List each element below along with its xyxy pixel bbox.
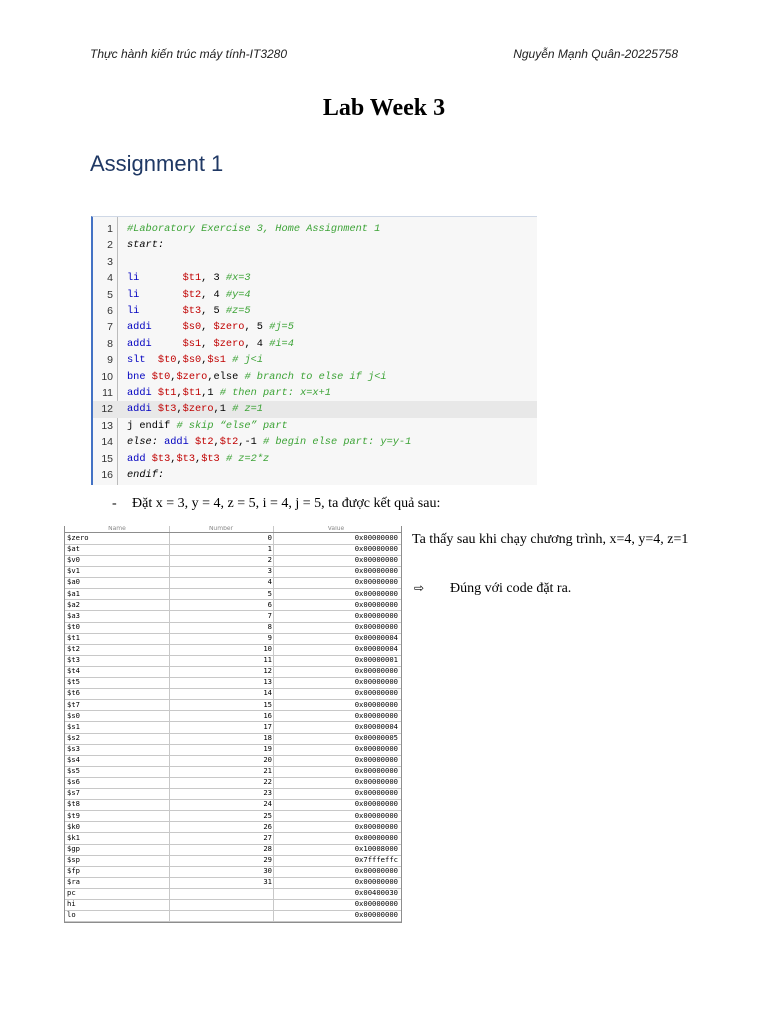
register-number: 14 — [169, 688, 274, 699]
code-token: li — [127, 272, 140, 285]
register-value: 0x00000000 — [273, 566, 400, 577]
code-text — [127, 369, 387, 385]
code-token: $t0 — [157, 354, 177, 367]
register-name: $t2 — [67, 644, 80, 653]
table-row — [65, 577, 401, 589]
register-number: 2 — [169, 555, 274, 566]
code-token: $s1 — [182, 337, 202, 350]
register-number: 29 — [169, 855, 274, 866]
code-token: start: — [127, 239, 165, 252]
register-table — [64, 526, 402, 923]
table-row — [65, 622, 401, 634]
table-row — [65, 566, 401, 578]
header-right: Nguyễn Mạnh Quân-20225758 — [513, 47, 678, 61]
code-token: ,1 — [213, 403, 233, 416]
code-token: # z=1 — [232, 403, 263, 416]
register-number: 17 — [169, 722, 274, 733]
register-name: $s1 — [67, 721, 80, 731]
line-number: 2 — [107, 239, 113, 252]
register-table-header — [65, 526, 401, 533]
code-line — [93, 303, 537, 319]
register-name: $a1 — [67, 588, 80, 598]
register-name: $t3 — [67, 655, 80, 665]
register-name: $s5 — [67, 766, 80, 776]
register-name: $v0 — [67, 555, 80, 565]
code-line — [93, 237, 537, 253]
register-name: $t8 — [67, 799, 80, 809]
code-token: #z=5 — [225, 305, 251, 317]
code-token: , — [176, 354, 183, 367]
column-header: Number — [169, 526, 274, 532]
code-token — [139, 289, 182, 301]
register-number: 31 — [169, 877, 274, 888]
code-token: ,-1 — [238, 436, 263, 449]
register-number: 5 — [169, 589, 274, 600]
code-token: #Laboratory Exercise 3, Home Assignment 1 — [127, 223, 381, 235]
register-value: 0x00000000 — [273, 666, 400, 677]
register-name: $a3 — [67, 610, 80, 620]
code-text — [127, 401, 263, 417]
register-value: 0x00000004 — [273, 644, 400, 655]
code-token: # then part: x=x+1 — [219, 387, 331, 399]
register-number: 27 — [169, 833, 274, 844]
code-token: #j=5 — [269, 321, 294, 334]
code-token: , — [201, 337, 214, 350]
table-row — [65, 633, 401, 645]
register-value: 0x00000005 — [273, 733, 400, 744]
register-value: 0x00000000 — [273, 700, 400, 711]
code-token: $zero — [213, 321, 245, 334]
section-heading: Assignment 1 — [90, 151, 224, 176]
table-row — [65, 666, 401, 678]
register-name: $s3 — [67, 743, 80, 753]
code-text — [127, 319, 294, 335]
line-number: 9 — [107, 354, 113, 367]
code-token: endif — [133, 419, 177, 432]
register-name: lo — [67, 910, 76, 920]
code-line — [93, 385, 537, 401]
register-value: 0x00000000 — [273, 711, 400, 722]
table-row — [65, 755, 401, 767]
register-value: 0x00000000 — [273, 589, 400, 600]
code-line — [93, 254, 537, 270]
register-number: 10 — [169, 644, 274, 655]
table-row — [65, 644, 401, 656]
register-name: $fp — [67, 866, 80, 875]
table-row — [65, 799, 401, 811]
register-name: $t6 — [67, 688, 80, 698]
code-text — [127, 237, 164, 253]
register-name: $s2 — [67, 732, 80, 742]
right-arrow-icon: ⇨ — [414, 581, 425, 595]
table-row — [65, 766, 401, 778]
code-token: endif: — [127, 469, 165, 481]
code-token: # skip “else” part — [176, 419, 288, 432]
code-text — [127, 270, 251, 286]
register-name: $s0 — [67, 710, 80, 720]
code-line — [93, 319, 537, 335]
register-value: 0x00000000 — [273, 866, 400, 877]
code-token — [139, 305, 182, 317]
register-number: 24 — [169, 799, 274, 810]
code-token: $t2 — [219, 436, 239, 449]
line-number: 1 — [107, 223, 113, 235]
code-token: addi — [127, 337, 152, 350]
code-text — [127, 434, 411, 450]
register-value: 0x00000000 — [273, 600, 400, 611]
register-name: $t9 — [67, 810, 80, 820]
code-token: $zero — [182, 403, 214, 416]
table-row — [65, 899, 401, 911]
register-value: 0x00000004 — [273, 633, 400, 644]
register-value: 0x00000000 — [273, 899, 400, 910]
code-token: #y=4 — [225, 288, 251, 301]
code-token: ,1 — [201, 387, 220, 399]
register-number: 1 — [169, 544, 274, 555]
bullet-dash: - — [112, 496, 117, 511]
register-value: 0x00000000 — [273, 677, 400, 688]
header-left: Thực hành kiến trúc máy tính-IT3280 — [90, 47, 288, 61]
code-line — [93, 369, 537, 385]
table-row — [65, 855, 401, 867]
register-value: 0x00000000 — [273, 788, 400, 799]
register-number: 15 — [169, 700, 274, 711]
register-value: 0x00000000 — [273, 822, 400, 833]
code-token: addi — [127, 387, 152, 399]
code-token: $t3 — [201, 452, 220, 465]
code-line — [93, 270, 537, 286]
register-name: $t4 — [67, 666, 80, 676]
table-row — [65, 722, 401, 734]
register-name: $ra — [67, 877, 80, 887]
register-value: 0x00000000 — [273, 766, 400, 777]
code-token: , 4 — [244, 337, 270, 350]
register-name: pc — [67, 888, 76, 898]
line-number: 8 — [107, 337, 113, 350]
line-number: 5 — [107, 288, 113, 301]
register-number: 26 — [169, 822, 274, 833]
register-number: 6 — [169, 600, 274, 611]
code-token: $t3 — [151, 452, 171, 465]
table-row — [65, 777, 401, 789]
code-token: j — [127, 419, 134, 432]
code-text — [127, 336, 294, 352]
code-token: , — [213, 436, 220, 449]
register-value: 0x00000000 — [273, 611, 400, 622]
code-token: li — [127, 288, 140, 301]
line-number: 6 — [107, 305, 113, 317]
line-number: 13 — [101, 419, 113, 432]
code-text — [127, 303, 251, 319]
code-token — [152, 338, 183, 350]
conclusion-line — [414, 581, 571, 597]
register-name: $zero — [67, 533, 89, 542]
table-row — [65, 788, 401, 800]
code-token: #i=4 — [269, 337, 294, 350]
code-token — [146, 354, 158, 366]
register-number: 23 — [169, 788, 274, 799]
register-value: 0x00000000 — [273, 811, 400, 822]
register-number: 28 — [169, 844, 274, 855]
code-token: , 3 — [201, 272, 226, 285]
code-token: slt — [127, 354, 146, 367]
table-row — [65, 711, 401, 723]
code-token: , — [170, 452, 177, 465]
register-name: $t7 — [67, 699, 80, 709]
code-token: addi — [164, 436, 189, 449]
table-row — [65, 844, 401, 856]
line-number: 12 — [101, 403, 113, 416]
register-value: 0x00000000 — [273, 799, 400, 810]
table-row — [65, 589, 401, 601]
code-token: $s0 — [182, 354, 202, 367]
register-value: 0x00000000 — [273, 777, 400, 788]
table-row — [65, 888, 401, 900]
table-row — [65, 611, 401, 623]
table-row — [65, 822, 401, 834]
register-number: 3 — [169, 566, 274, 577]
code-line — [93, 467, 537, 483]
register-value: 0x00000000 — [273, 877, 400, 888]
code-line — [93, 336, 537, 352]
code-line — [93, 418, 537, 434]
register-value: 0x00000000 — [273, 833, 400, 844]
code-text — [127, 352, 263, 368]
register-number: 11 — [169, 655, 274, 666]
register-value: 0x00000000 — [273, 755, 400, 766]
register-name: $k1 — [67, 832, 80, 842]
table-row — [65, 733, 401, 745]
code-line — [93, 451, 537, 467]
code-token: else: — [127, 436, 165, 449]
code-token: ,else — [207, 370, 245, 383]
register-name: hi — [67, 899, 76, 909]
line-number: 11 — [102, 387, 113, 399]
register-number: 21 — [169, 766, 274, 777]
code-token — [152, 321, 183, 333]
register-value: 0x00000004 — [273, 722, 400, 733]
code-token: add — [127, 452, 146, 465]
code-token: , — [176, 403, 183, 416]
table-row — [65, 700, 401, 712]
code-token: $s1 — [207, 354, 226, 367]
code-token: , — [201, 321, 214, 334]
register-value: 0x00000000 — [273, 744, 400, 755]
table-row — [65, 811, 401, 823]
page-title: Lab Week 3 — [322, 95, 446, 121]
line-number: 4 — [107, 272, 113, 285]
code-token: , 4 — [201, 288, 226, 301]
register-name: $k0 — [67, 821, 80, 831]
code-token: , — [176, 387, 183, 399]
bullet-item — [112, 496, 440, 512]
register-value: 0x7fffeffc — [273, 855, 400, 866]
code-token — [139, 272, 182, 284]
code-token: $t0 — [151, 370, 171, 383]
code-token: $t1 — [182, 272, 202, 285]
code-token: # z=2*z — [225, 452, 270, 465]
code-token: $t2 — [182, 288, 202, 301]
register-number: 30 — [169, 866, 274, 877]
table-row — [65, 744, 401, 756]
table-row — [65, 877, 401, 889]
register-value: 0x00000000 — [273, 544, 400, 555]
register-value: 0x00000000 — [273, 555, 400, 566]
register-number — [169, 888, 274, 899]
table-row — [65, 544, 401, 556]
register-name: $s6 — [67, 777, 80, 787]
line-number: 3 — [107, 255, 113, 268]
code-editor — [91, 216, 537, 485]
register-number: 16 — [169, 711, 274, 722]
register-number: 20 — [169, 755, 274, 766]
code-token: $s0 — [182, 321, 202, 334]
code-text — [127, 467, 164, 483]
code-token: $zero — [213, 337, 245, 350]
register-number: 0 — [169, 533, 274, 544]
table-row — [65, 555, 401, 567]
code-token: $t1 — [182, 387, 202, 399]
code-token: , — [201, 354, 208, 367]
register-number: 19 — [169, 744, 274, 755]
table-row — [65, 866, 401, 878]
code-token: , — [170, 370, 177, 383]
line-number: 16 — [101, 469, 113, 481]
code-token: bne — [127, 370, 146, 383]
register-value: 0x00000000 — [273, 910, 400, 921]
register-number: 13 — [169, 677, 274, 688]
register-number: 7 — [169, 611, 274, 622]
register-name: $at — [67, 544, 80, 554]
table-row — [65, 677, 401, 689]
line-number: 10 — [101, 370, 113, 383]
register-name: $v1 — [67, 566, 80, 576]
table-row — [65, 910, 401, 922]
code-token: $t3 — [176, 452, 196, 465]
register-number: 8 — [169, 622, 274, 633]
code-token: $t3 — [182, 305, 202, 317]
code-token: # j<i — [232, 354, 264, 367]
register-name: $sp — [67, 854, 80, 864]
code-token: , 5 — [201, 305, 226, 317]
register-number: 22 — [169, 777, 274, 788]
code-line — [93, 401, 537, 417]
code-line — [93, 352, 537, 368]
register-name: $t5 — [67, 677, 80, 687]
code-token: addi — [127, 403, 152, 416]
table-row — [65, 533, 401, 545]
code-token: # branch to else if j<i — [244, 370, 387, 383]
register-name: $gp — [67, 843, 80, 853]
register-number: 18 — [169, 733, 274, 744]
line-number: 14 — [101, 436, 113, 449]
table-row — [65, 600, 401, 612]
code-token: $t1 — [157, 387, 177, 399]
code-token: addi — [127, 321, 152, 334]
code-text — [127, 418, 288, 434]
register-value: 0x00000000 — [273, 688, 400, 699]
register-name: $a0 — [67, 577, 80, 587]
code-token: $t2 — [194, 436, 214, 449]
code-text — [127, 287, 251, 303]
code-token: $zero — [176, 370, 208, 383]
code-text — [127, 221, 380, 237]
table-row — [65, 688, 401, 700]
register-number — [169, 899, 274, 910]
register-number: 4 — [169, 577, 274, 588]
column-header: Name — [108, 526, 126, 532]
register-value: 0x00000000 — [273, 533, 400, 544]
column-header: Value — [273, 526, 400, 532]
code-token: $t3 — [157, 403, 177, 416]
register-value: 0x00000000 — [273, 577, 400, 588]
conclusion-text: Đúng với code đặt ra. — [450, 581, 572, 596]
code-line — [93, 221, 537, 237]
code-text — [127, 385, 331, 401]
line-number: 7 — [107, 321, 113, 334]
bullet-text: Đặt x = 3, y = 4, z = 5, i = 4, j = 5, ta được kết quả sau: — [132, 496, 441, 511]
register-name: $a2 — [67, 599, 80, 609]
code-token: li — [127, 305, 140, 317]
code-token: , — [195, 452, 202, 465]
code-text — [127, 451, 269, 467]
register-number: 9 — [169, 633, 274, 644]
register-name: $t1 — [67, 632, 80, 642]
register-number: 25 — [169, 811, 274, 822]
register-name: $t0 — [67, 621, 80, 631]
code-token: # begin else part: y=y-1 — [262, 436, 412, 449]
register-name: $s4 — [67, 755, 80, 764]
register-number: 12 — [169, 666, 274, 677]
code-line — [93, 287, 537, 303]
register-value: 0x00400030 — [273, 888, 400, 899]
register-name: $s7 — [67, 788, 80, 798]
table-row — [65, 833, 401, 845]
register-value: 0x10008000 — [273, 844, 400, 855]
register-value: 0x00000001 — [273, 655, 400, 666]
code-token: #x=3 — [225, 272, 251, 285]
register-value: 0x00000000 — [273, 622, 400, 633]
register-number — [169, 910, 274, 921]
code-token: , 5 — [244, 321, 270, 334]
result-note: Ta thấy sau khi chạy chương trình, x=4, y=4, z=1 — [412, 532, 689, 547]
line-number: 15 — [101, 452, 113, 465]
table-row — [65, 655, 401, 667]
code-line — [93, 434, 537, 450]
